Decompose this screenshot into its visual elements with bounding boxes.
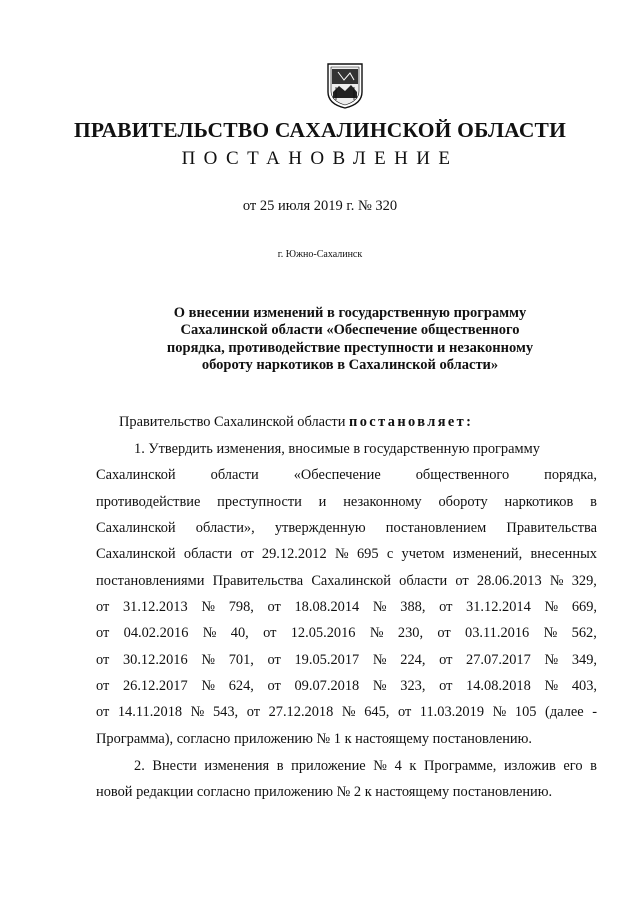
word: 14.11.2018 bbox=[117, 704, 183, 720]
heading-line: обороту наркотиков в Сахалинской области» bbox=[201, 356, 499, 373]
word: от bbox=[240, 546, 254, 562]
heading-line: Сахалинской области «Обеспечение общественного bbox=[180, 322, 520, 339]
word: 230, bbox=[397, 625, 424, 641]
word: № bbox=[544, 678, 559, 694]
word: Сахалинской bbox=[96, 520, 176, 536]
para1-line bbox=[96, 546, 597, 566]
word: приложение bbox=[291, 758, 366, 774]
word: области bbox=[210, 467, 259, 483]
word: 18.08.2014 bbox=[294, 599, 360, 615]
word: от bbox=[96, 678, 110, 694]
word: преступности bbox=[217, 494, 302, 510]
word: 26.12.2017 bbox=[122, 678, 188, 694]
word: 14.08.2018 bbox=[466, 678, 531, 694]
word: Программе, bbox=[423, 758, 497, 774]
para1-line bbox=[96, 652, 597, 672]
word: Внести bbox=[152, 758, 197, 774]
word: 388, bbox=[400, 599, 426, 615]
word: 2. bbox=[134, 758, 145, 774]
word: № bbox=[544, 599, 559, 615]
word: 31.12.2014 bbox=[466, 599, 531, 615]
word: № bbox=[190, 704, 205, 720]
word: Правительства bbox=[212, 573, 304, 589]
para1-line bbox=[96, 467, 597, 487]
word: 798, bbox=[228, 599, 254, 615]
word: № bbox=[201, 652, 216, 668]
word: 669, bbox=[571, 599, 597, 615]
word: 624, bbox=[228, 678, 254, 694]
word: в bbox=[590, 494, 597, 510]
word: незаконному bbox=[343, 494, 422, 510]
word: утвержденную bbox=[274, 520, 366, 536]
word: 4 bbox=[394, 758, 402, 774]
word: обороту bbox=[438, 494, 488, 510]
document-heading bbox=[130, 305, 570, 374]
para1-line bbox=[96, 494, 597, 514]
word: 11.03.2019 bbox=[419, 704, 485, 720]
word: в bbox=[276, 758, 284, 774]
word: от bbox=[96, 625, 110, 641]
word: от bbox=[246, 704, 260, 720]
word: изменений, bbox=[452, 546, 523, 562]
word: противодействие bbox=[96, 494, 201, 510]
para2-line bbox=[134, 758, 597, 778]
document-date-number: от 25 июля 2019 г. № 320 bbox=[242, 198, 398, 214]
word: от bbox=[267, 652, 281, 668]
intro-line bbox=[96, 414, 597, 434]
intro-text: Правительство Сахалинской области bbox=[119, 414, 349, 430]
word: 28.06.2013 bbox=[476, 573, 542, 589]
word: от bbox=[437, 625, 451, 641]
word: от bbox=[267, 599, 281, 615]
word: 04.02.2016 bbox=[123, 625, 189, 641]
heading-line: О внесении изменений в государственную программу bbox=[173, 305, 527, 321]
word: 105 bbox=[514, 704, 537, 720]
para1-line bbox=[96, 573, 597, 593]
word: внесенных bbox=[530, 546, 597, 562]
word: от bbox=[439, 652, 453, 668]
word: области bbox=[183, 546, 233, 562]
word: в bbox=[590, 758, 597, 774]
para1-line bbox=[96, 678, 597, 698]
word: от bbox=[96, 652, 110, 668]
word: общественного bbox=[415, 467, 510, 483]
para1-line: 1. Утвердить изменения, вносимые в государственную программу bbox=[134, 441, 540, 457]
word: от bbox=[455, 573, 469, 589]
word: Сахалинской bbox=[96, 546, 176, 562]
word: 30.12.2016 bbox=[122, 652, 188, 668]
word: № bbox=[549, 573, 564, 589]
word: № bbox=[492, 704, 507, 720]
word: (далее bbox=[545, 704, 584, 720]
word: № bbox=[201, 678, 216, 694]
word: порядка, bbox=[544, 467, 597, 483]
word: 19.05.2017 bbox=[294, 652, 360, 668]
word: от bbox=[96, 704, 110, 720]
heading-line: порядка, противодействие преступности и незаконному bbox=[166, 339, 534, 356]
word: от bbox=[439, 599, 453, 615]
word: № bbox=[373, 758, 387, 774]
word: 403, bbox=[571, 678, 597, 694]
para1-line: Программа), согласно приложению № 1 к настоящему постановлению. bbox=[96, 731, 532, 747]
word: «Обеспечение bbox=[293, 467, 381, 483]
word: к bbox=[409, 758, 417, 774]
word: 27.07.2017 bbox=[466, 652, 531, 668]
word: 29.12.2012 bbox=[261, 546, 327, 562]
word: Правительства bbox=[506, 520, 597, 536]
word: постановлениями bbox=[96, 573, 205, 589]
word: от bbox=[263, 625, 277, 641]
document-type: ПОСТАНОВЛЕНИЕ bbox=[181, 148, 459, 169]
word: 543, bbox=[212, 704, 239, 720]
para1-line bbox=[96, 599, 597, 619]
word: № bbox=[372, 652, 387, 668]
word: от bbox=[439, 678, 453, 694]
para1-line bbox=[96, 625, 597, 645]
word: 349, bbox=[571, 652, 597, 668]
word: № bbox=[372, 678, 387, 694]
word: 695 bbox=[356, 546, 379, 562]
word: № bbox=[201, 599, 216, 615]
word: 27.12.2018 bbox=[268, 704, 334, 720]
word: № bbox=[544, 652, 559, 668]
word: 562, bbox=[571, 625, 597, 641]
coat-of-arms-icon bbox=[322, 60, 368, 110]
word: учетом bbox=[401, 546, 445, 562]
word: 09.07.2018 bbox=[294, 678, 360, 694]
word: от bbox=[96, 599, 110, 615]
word: изменения bbox=[204, 758, 270, 774]
word: изложив bbox=[503, 758, 556, 774]
word: постановлением bbox=[385, 520, 487, 536]
word: 645, bbox=[364, 704, 390, 720]
word: № bbox=[372, 599, 387, 615]
word: и bbox=[318, 494, 327, 510]
word: № bbox=[369, 625, 384, 641]
word: с bbox=[386, 546, 394, 562]
word: 40, bbox=[230, 625, 249, 641]
word: от bbox=[267, 678, 281, 694]
word: 31.12.2013 bbox=[122, 599, 188, 615]
word: № bbox=[543, 625, 558, 641]
word: его bbox=[563, 758, 583, 774]
word: № bbox=[341, 704, 356, 720]
para1-line bbox=[96, 704, 597, 724]
word: № bbox=[202, 625, 217, 641]
para1-line bbox=[96, 520, 597, 540]
word: № bbox=[334, 546, 349, 562]
word: 329, bbox=[571, 573, 597, 589]
word: Сахалинской bbox=[96, 467, 176, 483]
word: наркотиков bbox=[504, 494, 574, 510]
word: 701, bbox=[228, 652, 254, 668]
word: - bbox=[592, 704, 597, 720]
word: области bbox=[399, 573, 448, 589]
word: 12.05.2016 bbox=[290, 625, 356, 641]
word: 03.11.2016 bbox=[465, 625, 530, 641]
word: от bbox=[397, 704, 412, 720]
para2-line: новой редакции согласно приложению № 2 к настоящему постановлению. bbox=[96, 784, 553, 800]
government-title: ПРАВИТЕЛЬСТВО САХАЛИНСКОЙ ОБЛАСТИ bbox=[73, 118, 567, 142]
word: Сахалинской bbox=[311, 573, 391, 589]
word: области», bbox=[195, 520, 255, 536]
word: 323, bbox=[400, 678, 426, 694]
intro-emphasis: постановляет: bbox=[349, 414, 474, 430]
city-name: г. Южно-Сахалинск bbox=[277, 249, 363, 260]
word: 224, bbox=[400, 652, 426, 668]
